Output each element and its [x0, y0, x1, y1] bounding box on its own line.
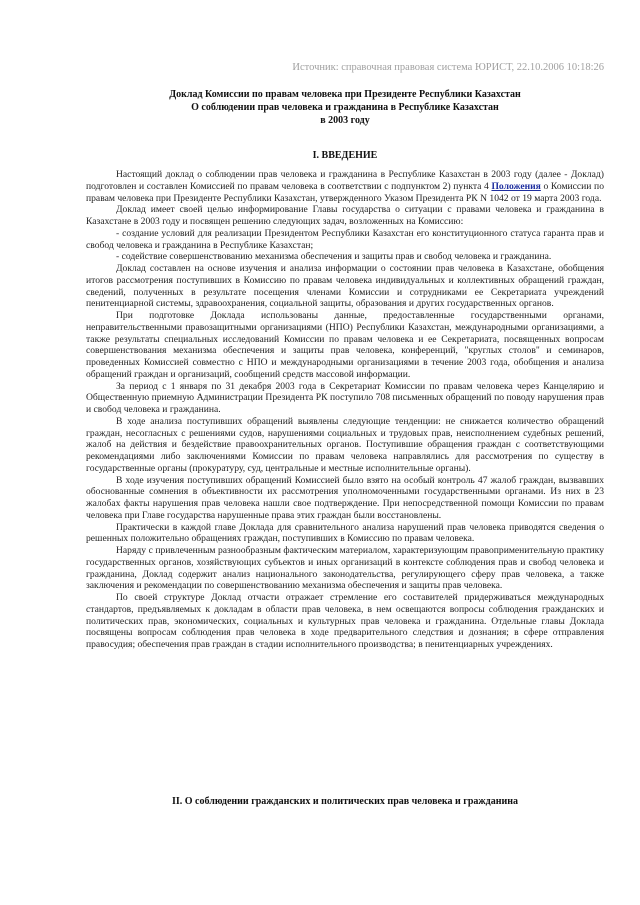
- document-body: [86, 169, 604, 651]
- section-heading-civil-political-rights: II. О соблюдении гражданских и политических прав человека и гражданина: [171, 796, 519, 807]
- paragraph: В ходе анализа поступивших обращений выявлены следующие тенденции: не снижается количество обращений граждан, несогласных с решениями судов, нарушениями социальных и трудовых прав, неисполнением судебных решений, жалоб на действия и бездействие правоохранительных органов. Поступившие обращения граждан с соответствующими рекомендациями либо заключениями Комиссии по правам человека направлялись для рассмотрения по существу в государственные органы (прокуратуру, суд, центральные и местные исполнительные органы).: [86, 415, 604, 474]
- paragraph: - создание условий для реализации Президентом Республики Казахстан его конституционного статуса гаранта прав и свобод человека и гражданина в Республике Казахстан;: [86, 227, 604, 251]
- document-title: [86, 88, 604, 127]
- section-heading-introduction: I. ВВЕДЕНИЕ: [312, 150, 378, 161]
- paragraph: За период с 1 января по 31 декабря 2003 года в Секретариат Комиссии по правам человека через Канцелярию и Общественную приемную Администрации Президента РК поступило 708 письменных обращений по поводу нарушения прав и свобод человека и гражданина.: [86, 380, 604, 415]
- paragraph: Доклад имеет своей целью информирование Главы государства о ситуации с правами человека и гражданина в Казахстане в 2003 году и посвящен решению следующих задач, возложенных на Комиссию:: [86, 204, 604, 227]
- paragraph: Настоящий доклад о соблюдении прав человека и гражданина в Республике Казахстан в 2003 году (далее - Доклад) подготовлен и составлен Комиссией по правам человека в соответствии с подпунктом 2) пункта 4 Положения о Комиссии по правам человека при Президенте Республики Казахстан, утвержденного Указом Президента РК N 1042 от 19 марта 2003 года.: [86, 169, 604, 204]
- title-line-1: Доклад Комиссии по правам человека при Президенте Республики Казахстан: [169, 89, 521, 100]
- title-line-2: О соблюдении прав человека и гражданина в Республике Казахстан: [191, 102, 499, 113]
- paragraph: По своей структуре Доклад отчасти отражает стремление его составителей придерживаться международных стандартов, предъявляемых к докладам в области прав человека, в нем освещаются вопросы соблюдения гражданских и политических прав, экономических, социальных и культурных прав человека и гражданина. Отдельные главы Доклада посвящены вопросам соблюдения прав человека в ходе предварительного следствия и дознания; в сфере отправления правосудия; обеспечения прав граждан в стадии исполнительного производства; в пенитенциарных учреждениях.: [86, 592, 604, 650]
- paragraph: Практически в каждой главе Доклада для сравнительного анализа нарушений прав человека приводятся сведения о решенных положительно обращениях граждан, поступивших в Комиссию по правам человека.: [86, 521, 604, 545]
- title-line-3: в 2003 году: [320, 115, 370, 126]
- source-header: Источник: справочная правовая система ЮРИСТ, 22.10.2006 10:18:26: [292, 62, 604, 73]
- regulation-link[interactable]: Положения: [491, 180, 541, 192]
- paragraph: Доклад составлен на основе изучения и анализа информации о состоянии прав человека в Казахстане, обобщения итогов рассмотрения поступивших в Комиссию по правам человека индивидуальных и коллективных обращений граждан, сведений, полученных в результате посещения членами Комиссии и сотрудниками ее Секретариата учреждений пенитенциарной системы, здравоохранения, социальной защиты, образования и других государственных органов.: [86, 263, 604, 310]
- paragraph: При подготовке Доклада использованы данные, предоставленные государственными органами, неправительственными правозащитными организациями (НПО) Республики Казахстан, международными организациями, а также результаты специальных исследований Комиссии по правам человека и ее Секретариата, посвященных вопросам совершенствования механизма обеспечения и защиты прав человека, конференций, "круглых столов" и семинаров, проведенных Комиссией совместно с НПО и международными организациями в течение 2003 года, обобщения и анализа обращений граждан и организаций, сообщений средств массовой информации.: [86, 310, 604, 380]
- paragraph: - содействие совершенствованию механизма обеспечения и защиты прав и свобод человека и гражданина.: [116, 251, 552, 263]
- paragraph: Наряду с привлеченным разнообразным фактическим материалом, характеризующим правоприменительную практику государственных органов, хозяйствующих субъектов и иных организаций в контексте соблюдения прав и свобод человека и гражданина, Доклад содержит анализ национального законодательства, регулирующего сферу прав человека, а также заключения и рекомендации по совершенствованию механизма обеспечения и защиты прав человека.: [86, 545, 604, 592]
- paragraph: В ходе изучения поступивших обращений Комиссией было взято на особый контроль 47 жалоб граждан, вызвавших обоснованные сомнения в объективности их рассмотрения уполномоченными государственными органами. Из них в 23 жалобах факты нарушения прав человека нашли свое подтверждение. При непосредственной помощи Комиссии по правам человека при Главе государства нарушенные права этих граждан были восстановлены.: [86, 474, 604, 521]
